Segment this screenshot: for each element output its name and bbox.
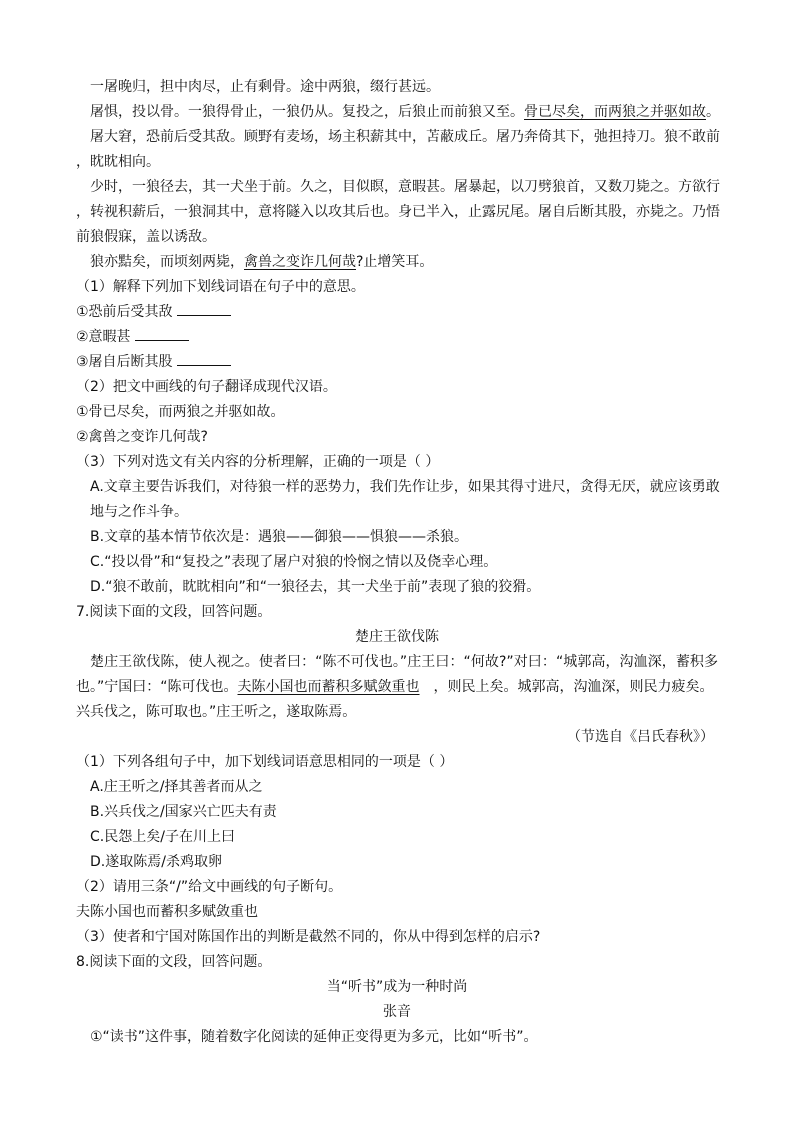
q8-title: 当“听书”成为一种时尚: [326, 979, 468, 995]
q6-option-a-line-1: A.文章主要告诉我们，对待狼一样的恶势力，我们先作让步，如果其得寸进尺，贪得无厌，就应该勇敢: [90, 479, 720, 495]
q7-sub3: （3）使者和宁国对陈国作出的判断是截然不同的，你从中得到怎样的启示?: [76, 929, 541, 945]
q7-sub2: （2）请用三条“/”给文中画线的句子断句。: [76, 879, 343, 895]
passage-paragraph-4-line-1: 少时，一狼径去，其一犬坐于前。久之，目似瞑，意暇甚。屠暴起，以刀劈狼首，又数刀毙之。方欲行: [90, 179, 720, 195]
q7-sub2-sentence: 夫陈小国也而蓄积多赋敛重也: [76, 904, 258, 920]
underlined-sentence-2: 禽兽之变诈几何哉: [244, 254, 356, 270]
passage-paragraph-4-line-2: ，转视积薪后，一狼洞其中，意将隧入以攻其后也。身已半入，止露尻尾。屠自后断其股，亦毙之。乃悟: [76, 204, 720, 220]
q8-heading: 8.阅读下面的文段，回答问题。: [76, 954, 272, 970]
q7-option-c: C.民怨上矣/子在川上曰: [90, 829, 235, 845]
q6-sub2-a: ①骨已尽矣，而两狼之并驱如故。: [76, 404, 285, 420]
passage-paragraph-4-line-3: 前狼假寐，盖以诱敌。: [76, 229, 216, 245]
q7-option-a: A.庄王听之/择其善者而从之: [90, 779, 263, 795]
q6-option-a-line-2: 地与之作斗争。: [90, 504, 188, 520]
q7-sub1: （1）下列各组句子中，加下划线词语意思相同的一项是（ ）: [76, 754, 454, 770]
passage-paragraph-3-line-1: 屠大窘，恐前后受其敌。顾野有麦场，场主积薪其中，苫蔽成丘。屠乃奔倚其下，弛担持刀。狼不敢前: [90, 129, 720, 145]
q6-sub1-a: ①恐前后受其敌: [76, 300, 718, 325]
answer-blank[interactable]: [135, 326, 189, 341]
q7-option-d: D.遂取陈焉/杀鸡取卵: [90, 854, 222, 870]
q7-passage-line-2: 也。”宁国曰：“陈可伐也。夫陈小国也而蓄积多赋敛重也 ，则民上矣。城郭高，沟洫深，则民力疲矣。: [76, 679, 714, 695]
q6-sub1-c: ③屠自后断其股: [76, 350, 718, 375]
q6-option-d: D.“狼不敢前，眈眈相向”和“一狼径去，其一犬坐于前”表现了狼的狡猾。: [90, 579, 541, 595]
answer-blank[interactable]: [177, 301, 231, 316]
q6-option-b: B.文章的基本情节依次是：遇狼——御狼——惧狼——杀狼。: [90, 529, 469, 545]
q6-sub1: （1）解释下列加下划线词语在句子中的意思。: [76, 279, 365, 295]
q7-heading: 7.阅读下面的文段，回答问题。: [76, 604, 272, 620]
q7-option-b: B.兴兵伐之/国家兴亡匹夫有责: [90, 804, 277, 820]
underlined-sentence-1: 骨已尽矣，而两狼之并驱如故: [524, 104, 706, 120]
q7-passage-line-1: 楚庄王欲伐陈，使人视之。使者曰：“陈不可伐也。”庄王曰：“何故?”对曰：“城郭高，沟洫深，蓄积多: [90, 654, 718, 670]
q7-source: （节选自《吕氏春秋》）: [567, 729, 714, 745]
q6-sub1-b: ②意暇甚: [76, 325, 718, 350]
q7-passage-line-3: 兴兵伐之，陈可取也。”庄王听之，遂取陈焉。: [76, 704, 357, 720]
q7-title: 楚庄王欲伐陈: [355, 629, 439, 645]
passage-paragraph-3-line-2: ，眈眈相向。: [76, 154, 160, 170]
q6-sub2-b: ②禽兽之变诈几何哉?: [76, 429, 208, 445]
q6-option-c: C.“投以骨”和“复投之”表现了屠户对狼的怜悯之情以及侥幸心理。: [90, 554, 498, 570]
passage-paragraph-2: 屠惧，投以骨。一狼得骨止，一狼仍从。复投之，后狼止而前狼又至。骨已尽矣，而两狼之并驱如故。: [90, 104, 720, 120]
q6-sub2: （2）把文中画线的句子翻译成现代汉语。: [76, 379, 337, 395]
passage-paragraph-5: 狼亦黠矣，而顷刻两毙，禽兽之变诈几何哉?止增笑耳。: [90, 254, 434, 270]
q6-sub3: （3）下列对选文有关内容的分析理解，正确的一项是（ ）: [76, 454, 440, 470]
answer-blank[interactable]: [177, 351, 231, 366]
q8-paragraph-1: ①“读书”这件事，随着数字化阅读的延伸正变得更为多元，比如“听书”。: [90, 1029, 538, 1045]
passage-paragraph-1: 一屠晚归，担中肉尽，止有剩骨。途中两狼，缀行甚远。: [90, 79, 440, 95]
underlined-sentence-3: 夫陈小国也而蓄积多赋敛重也: [237, 679, 420, 695]
q8-author: 张音: [383, 1004, 411, 1020]
